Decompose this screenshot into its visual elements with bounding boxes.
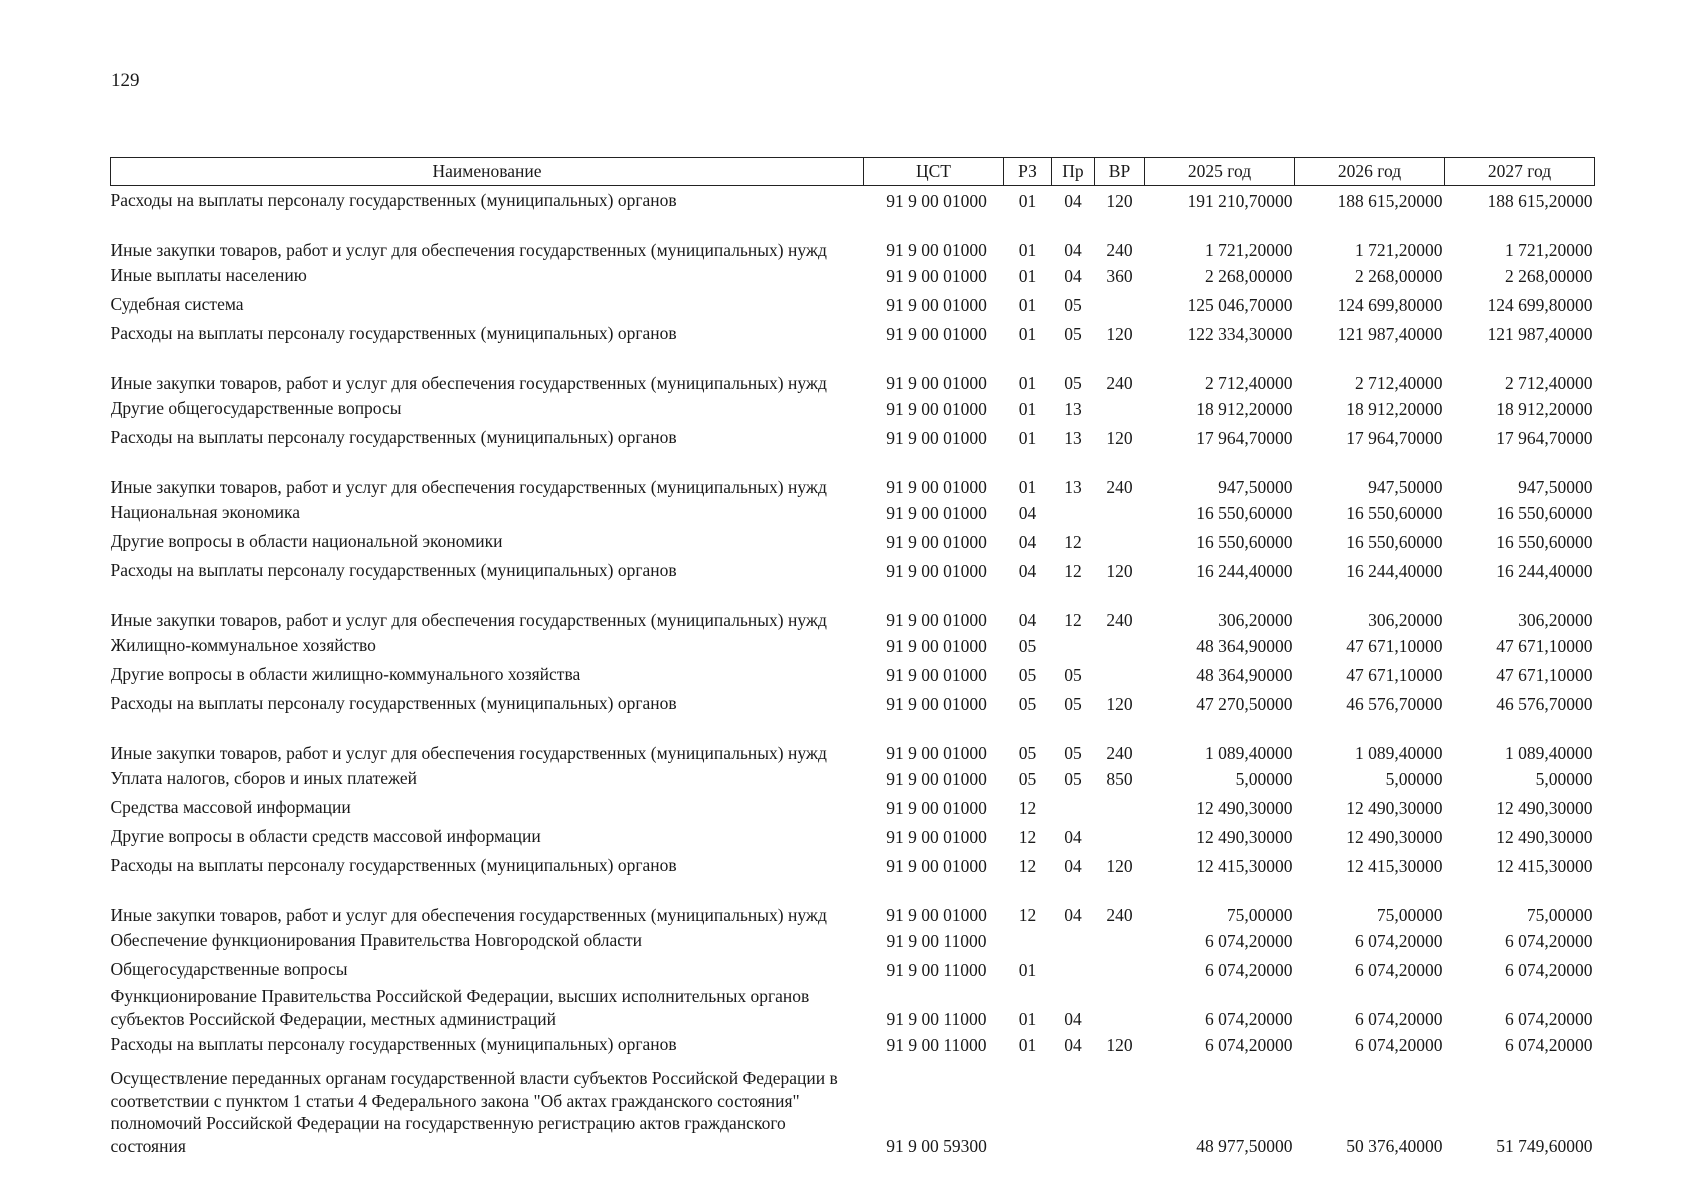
row-cst: 91 9 00 01000 [886, 294, 987, 315]
row-value-2027: 6 074,20000 [1505, 1009, 1593, 1029]
row-rz: 12 [1018, 826, 1037, 847]
row-pr: 04 [1064, 1009, 1082, 1029]
row-rz: 05 [1018, 768, 1037, 789]
row-value-2027: 51 749,60000 [1496, 1136, 1593, 1156]
row-cst: 91 9 00 01000 [886, 905, 987, 925]
row-cst: 91 9 00 01000 [886, 743, 987, 763]
row-name: Иные закупки товаров, работ и услуг для обеспечения государственных (муниципальных) нужд [110, 742, 827, 763]
row-vr [1095, 1059, 1145, 1157]
table-row [111, 689, 1595, 718]
row-cst: 91 9 00 01000 [886, 635, 987, 656]
header-cst: ЦСТ [864, 158, 1004, 186]
row-pr: 04 [1064, 240, 1082, 260]
row-value-2027: 1 721,20000 [1505, 240, 1593, 260]
row-name: Функционирование Правительства Российской Федерации, высших исполнительных органов субъектов Российской Федерации, местных администраций [110, 986, 810, 1029]
row-vr [1095, 290, 1145, 319]
table-row [111, 718, 1595, 764]
table-row [111, 1030, 1595, 1059]
row-name: Средства массовой информации [110, 797, 351, 818]
row-value-2026: 1 721,20000 [1355, 240, 1443, 260]
row-cst: 91 9 00 11000 [886, 1034, 987, 1055]
table-row [111, 348, 1595, 394]
row-value-2027: 947,50000 [1518, 477, 1593, 497]
row-vr: 240 [1106, 373, 1133, 393]
row-pr: 05 [1064, 768, 1082, 789]
row-value-2025: 18 912,20000 [1196, 398, 1293, 419]
row-cst: 91 9 00 01000 [886, 768, 987, 789]
row-pr: 12 [1064, 560, 1082, 581]
row-value-2025: 16 550,60000 [1196, 502, 1293, 523]
table-row [111, 186, 1595, 216]
row-cst: 91 9 00 01000 [886, 240, 987, 260]
header-name: Наименование [111, 158, 864, 186]
row-value-2025: 6 074,20000 [1205, 1034, 1293, 1055]
row-pr [1052, 955, 1095, 984]
row-value-2027: 5,00000 [1535, 768, 1593, 789]
row-pr: 05 [1064, 323, 1082, 344]
row-value-2026: 6 074,20000 [1355, 1009, 1443, 1029]
row-rz [1004, 926, 1052, 955]
row-name: Иные закупки товаров, работ и услуг для обеспечения государственных (муниципальных) нужд [110, 476, 827, 497]
table-row [111, 764, 1595, 793]
row-cst: 91 9 00 01000 [886, 826, 987, 847]
row-pr: 04 [1064, 855, 1082, 876]
row-vr: 120 [1106, 693, 1133, 714]
row-rz: 04 [1018, 610, 1037, 630]
table-row [111, 585, 1595, 631]
row-value-2026: 12 415,30000 [1346, 855, 1443, 876]
row-value-2027: 124 699,80000 [1487, 294, 1593, 315]
row-value-2025: 2 268,00000 [1205, 265, 1293, 286]
row-value-2026: 6 074,20000 [1355, 1034, 1443, 1055]
row-value-2026: 16 550,60000 [1346, 531, 1443, 552]
row-value-2025: 1 089,40000 [1205, 743, 1293, 763]
row-vr: 120 [1106, 427, 1133, 448]
row-name: Иные выплаты населению [110, 265, 307, 286]
row-value-2027: 121 987,40000 [1487, 323, 1593, 344]
row-name: Обеспечение функционирования Правительства Новгородской области [110, 930, 643, 951]
budget-table [110, 157, 1595, 1157]
row-value-2026: 46 576,70000 [1346, 693, 1443, 714]
row-value-2025: 12 490,30000 [1196, 797, 1293, 818]
header-2025: 2025 год [1145, 158, 1295, 186]
row-value-2026: 6 074,20000 [1355, 959, 1443, 980]
row-value-2027: 17 964,70000 [1496, 427, 1593, 448]
row-value-2026: 17 964,70000 [1346, 427, 1443, 448]
row-value-2025: 125 046,70000 [1187, 294, 1293, 315]
table-row [111, 261, 1595, 290]
row-pr: 13 [1064, 427, 1082, 448]
row-cst: 91 9 00 01000 [886, 373, 987, 393]
row-value-2026: 2 712,40000 [1355, 373, 1443, 393]
row-pr: 05 [1064, 664, 1082, 685]
row-vr: 240 [1106, 743, 1133, 763]
row-value-2025: 5,00000 [1235, 768, 1293, 789]
row-name: Осуществление переданных органам государственной власти субъектов Российской Федерации в соответствии с пунктом 1 статьи 4 Федерального закона "Об актах гражданского состояния" полномочий Российской Федерации на государственную регистрацию актов гражданского состояния [110, 1068, 838, 1156]
row-value-2025: 48 977,50000 [1196, 1136, 1293, 1156]
row-value-2026: 6 074,20000 [1355, 930, 1443, 951]
row-vr [1095, 660, 1145, 689]
row-value-2025: 48 364,90000 [1196, 635, 1293, 656]
row-value-2026: 16 244,40000 [1346, 560, 1443, 581]
row-value-2026: 5,00000 [1385, 768, 1443, 789]
row-pr: 05 [1064, 373, 1082, 393]
row-value-2025: 306,20000 [1218, 610, 1293, 630]
row-vr [1095, 822, 1145, 851]
table-row [111, 955, 1595, 984]
row-value-2026: 1 089,40000 [1355, 743, 1443, 763]
row-value-2026: 47 671,10000 [1346, 664, 1443, 685]
table-row [111, 556, 1595, 585]
table-header [111, 158, 1595, 186]
row-name: Расходы на выплаты персоналу государственных (муниципальных) органов [110, 1034, 677, 1055]
row-value-2027: 188 615,20000 [1487, 190, 1593, 211]
row-value-2025: 1 721,20000 [1205, 240, 1293, 260]
row-value-2026: 124 699,80000 [1337, 294, 1443, 315]
row-value-2027: 2 712,40000 [1505, 373, 1593, 393]
row-vr [1095, 926, 1145, 955]
row-rz: 05 [1018, 693, 1037, 714]
row-rz: 01 [1018, 265, 1037, 286]
row-pr [1052, 498, 1095, 527]
row-value-2025: 17 964,70000 [1196, 427, 1293, 448]
row-value-2027: 16 550,60000 [1496, 531, 1593, 552]
row-cst: 91 9 00 01000 [886, 323, 987, 344]
row-vr: 120 [1106, 855, 1133, 876]
row-vr [1095, 498, 1145, 527]
row-vr: 240 [1106, 240, 1133, 260]
row-cst: 91 9 00 01000 [886, 531, 987, 552]
row-vr [1095, 631, 1145, 660]
row-value-2027: 1 089,40000 [1505, 743, 1593, 763]
row-value-2025: 48 364,90000 [1196, 664, 1293, 685]
row-pr [1052, 926, 1095, 955]
header-2026: 2026 год [1295, 158, 1445, 186]
row-cst: 91 9 00 11000 [886, 959, 987, 980]
row-value-2027: 75,00000 [1526, 905, 1593, 925]
row-name: Судебная система [110, 294, 244, 315]
row-value-2025: 6 074,20000 [1205, 1009, 1293, 1029]
row-value-2025: 6 074,20000 [1205, 959, 1293, 980]
row-pr [1052, 1059, 1095, 1157]
page-number: 129 [111, 70, 140, 91]
header-rz: РЗ [1004, 158, 1052, 186]
row-rz: 01 [1018, 959, 1037, 980]
row-name: Другие вопросы в области средств массовой информации [110, 826, 541, 847]
row-pr: 04 [1064, 826, 1082, 847]
row-value-2027: 6 074,20000 [1505, 930, 1593, 951]
row-pr: 04 [1064, 265, 1082, 286]
row-rz: 01 [1018, 373, 1037, 393]
row-value-2027: 12 490,30000 [1496, 797, 1593, 818]
row-name: Расходы на выплаты персоналу государственных (муниципальных) органов [110, 190, 677, 211]
row-value-2025: 191 210,70000 [1187, 190, 1293, 211]
row-vr [1095, 394, 1145, 423]
row-vr: 850 [1106, 768, 1133, 789]
row-cst: 91 9 00 01000 [886, 693, 987, 714]
row-rz: 01 [1018, 240, 1037, 260]
row-name: Расходы на выплаты персоналу государственных (муниципальных) органов [110, 560, 677, 581]
row-cst: 91 9 00 01000 [886, 265, 987, 286]
row-rz: 04 [1018, 502, 1037, 523]
row-rz: 12 [1018, 797, 1037, 818]
table-row [111, 660, 1595, 689]
row-rz [1004, 1059, 1052, 1157]
table-row [111, 498, 1595, 527]
row-value-2027: 16 244,40000 [1496, 560, 1593, 581]
table-row [111, 880, 1595, 926]
row-value-2026: 188 615,20000 [1337, 190, 1443, 211]
row-value-2025: 6 074,20000 [1205, 930, 1293, 951]
row-vr [1095, 527, 1145, 556]
row-pr: 05 [1064, 294, 1082, 315]
row-vr [1095, 793, 1145, 822]
row-name: Иные закупки товаров, работ и услуг для обеспечения государственных (муниципальных) нужд [110, 609, 827, 630]
row-rz: 12 [1018, 855, 1037, 876]
row-rz: 01 [1018, 1009, 1037, 1029]
row-cst: 91 9 00 01000 [886, 427, 987, 448]
row-cst: 91 9 00 11000 [886, 1009, 987, 1029]
row-cst: 91 9 00 01000 [886, 502, 987, 523]
row-cst: 91 9 00 01000 [886, 477, 987, 497]
row-value-2026: 12 490,30000 [1346, 797, 1443, 818]
row-value-2027: 6 074,20000 [1505, 1034, 1593, 1055]
row-value-2026: 50 376,40000 [1346, 1136, 1443, 1156]
row-vr: 240 [1106, 610, 1133, 630]
table-row [111, 319, 1595, 348]
row-name: Национальная экономика [110, 502, 301, 523]
row-pr: 05 [1064, 693, 1082, 714]
row-rz: 01 [1018, 323, 1037, 344]
row-rz: 01 [1018, 398, 1037, 419]
table-row [111, 423, 1595, 452]
row-value-2025: 12 415,30000 [1196, 855, 1293, 876]
row-value-2025: 122 334,30000 [1187, 323, 1293, 344]
header-row [111, 158, 1595, 186]
row-value-2026: 47 671,10000 [1346, 635, 1443, 656]
row-name: Общегосударственные вопросы [110, 959, 348, 980]
row-value-2026: 12 490,30000 [1346, 826, 1443, 847]
row-rz: 01 [1018, 1034, 1037, 1055]
row-value-2025: 12 490,30000 [1196, 826, 1293, 847]
row-rz: 01 [1018, 190, 1037, 211]
table-body [111, 186, 1595, 1158]
header-2027: 2027 год [1445, 158, 1595, 186]
row-pr [1052, 793, 1095, 822]
table-row [111, 394, 1595, 423]
row-name: Уплата налогов, сборов и иных платежей [110, 768, 417, 789]
row-pr: 05 [1064, 743, 1082, 763]
header-pr: Пр [1052, 158, 1095, 186]
table-row [111, 793, 1595, 822]
row-name: Иные закупки товаров, работ и услуг для обеспечения государственных (муниципальных) нужд [110, 372, 827, 393]
row-vr: 120 [1106, 190, 1133, 211]
row-vr [1095, 955, 1145, 984]
row-cst: 91 9 00 01000 [886, 664, 987, 685]
row-cst: 91 9 00 59300 [886, 1136, 987, 1156]
row-value-2025: 47 270,50000 [1196, 693, 1293, 714]
row-cst: 91 9 00 01000 [886, 190, 987, 211]
row-value-2027: 16 550,60000 [1496, 502, 1593, 523]
row-cst: 91 9 00 01000 [886, 855, 987, 876]
table-row [111, 290, 1595, 319]
row-value-2027: 2 268,00000 [1505, 265, 1593, 286]
row-value-2026: 16 550,60000 [1346, 502, 1443, 523]
table-row [111, 527, 1595, 556]
row-name: Расходы на выплаты персоналу государственных (муниципальных) органов [110, 855, 677, 876]
row-cst: 91 9 00 11000 [886, 930, 987, 951]
row-rz: 04 [1018, 560, 1037, 581]
row-rz: 01 [1018, 477, 1037, 497]
row-rz: 04 [1018, 531, 1037, 552]
row-name: Иные закупки товаров, работ и услуг для обеспечения государственных (муниципальных) нужд [110, 904, 827, 925]
header-vr: ВР [1095, 158, 1145, 186]
row-value-2026: 947,50000 [1368, 477, 1443, 497]
table-row [111, 926, 1595, 955]
row-rz: 01 [1018, 427, 1037, 448]
row-pr: 04 [1064, 190, 1082, 211]
table-row [111, 1059, 1595, 1157]
row-name: Другие вопросы в области жилищно-коммунального хозяйства [110, 664, 581, 685]
row-value-2027: 6 074,20000 [1505, 959, 1593, 980]
row-value-2026: 75,00000 [1376, 905, 1443, 925]
row-vr: 240 [1106, 905, 1133, 925]
row-cst: 91 9 00 01000 [886, 610, 987, 630]
row-value-2025: 16 244,40000 [1196, 560, 1293, 581]
row-vr: 120 [1106, 323, 1133, 344]
row-vr: 360 [1106, 265, 1133, 286]
row-name: Другие общегосударственные вопросы [110, 398, 402, 419]
row-pr: 04 [1064, 905, 1082, 925]
row-name: Жилищно-коммунальное хозяйство [110, 635, 376, 656]
row-rz: 12 [1018, 905, 1037, 925]
row-pr: 13 [1064, 398, 1082, 419]
row-cst: 91 9 00 01000 [886, 398, 987, 419]
row-pr: 13 [1064, 477, 1082, 497]
table-row [111, 822, 1595, 851]
row-value-2027: 306,20000 [1518, 610, 1593, 630]
row-rz: 05 [1018, 635, 1037, 656]
row-value-2025: 947,50000 [1218, 477, 1293, 497]
row-value-2025: 16 550,60000 [1196, 531, 1293, 552]
row-name: Расходы на выплаты персоналу государственных (муниципальных) органов [110, 323, 677, 344]
row-pr: 04 [1064, 1034, 1082, 1055]
row-value-2027: 12 415,30000 [1496, 855, 1593, 876]
row-vr [1095, 984, 1145, 1030]
row-rz: 05 [1018, 664, 1037, 685]
row-name: Расходы на выплаты персоналу государственных (муниципальных) органов [110, 693, 677, 714]
row-cst: 91 9 00 01000 [886, 797, 987, 818]
row-rz: 01 [1018, 294, 1037, 315]
row-pr: 12 [1064, 610, 1082, 630]
table-row [111, 631, 1595, 660]
row-name: Расходы на выплаты персоналу государственных (муниципальных) органов [110, 427, 677, 448]
row-value-2027: 46 576,70000 [1496, 693, 1593, 714]
row-value-2027: 12 490,30000 [1496, 826, 1593, 847]
table-row [111, 984, 1595, 1030]
row-name: Другие вопросы в области национальной экономики [110, 531, 503, 552]
row-value-2026: 2 268,00000 [1355, 265, 1443, 286]
row-pr [1052, 631, 1095, 660]
row-value-2027: 18 912,20000 [1496, 398, 1593, 419]
row-value-2025: 75,00000 [1226, 905, 1293, 925]
row-rz: 05 [1018, 743, 1037, 763]
row-value-2027: 47 671,10000 [1496, 664, 1593, 685]
row-value-2027: 47 671,10000 [1496, 635, 1593, 656]
row-vr: 120 [1106, 560, 1133, 581]
row-pr: 12 [1064, 531, 1082, 552]
row-cst: 91 9 00 01000 [886, 560, 987, 581]
row-vr: 240 [1106, 477, 1133, 497]
row-name: Иные закупки товаров, работ и услуг для обеспечения государственных (муниципальных) нужд [110, 239, 827, 260]
row-value-2026: 18 912,20000 [1346, 398, 1443, 419]
row-vr: 120 [1106, 1034, 1133, 1055]
row-value-2026: 121 987,40000 [1337, 323, 1443, 344]
row-value-2025: 2 712,40000 [1205, 373, 1293, 393]
table-row [111, 452, 1595, 498]
row-value-2026: 306,20000 [1368, 610, 1443, 630]
budget-table-container [110, 157, 1594, 1157]
table-row [111, 851, 1595, 880]
table-row [111, 215, 1595, 261]
